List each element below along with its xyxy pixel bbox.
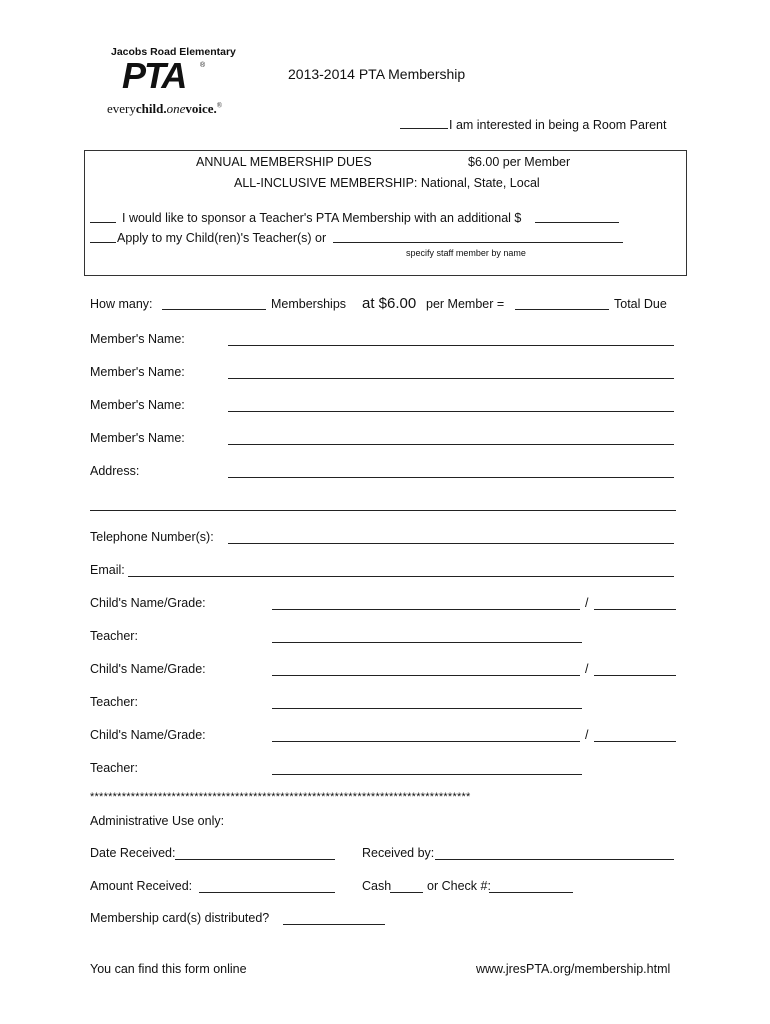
cash-field[interactable] (390, 892, 423, 893)
total-due-label: Total Due (614, 297, 667, 311)
grade-separator: / (585, 728, 589, 742)
apply-check-blank[interactable] (90, 242, 116, 243)
check-number-field[interactable] (489, 892, 573, 893)
amount-received-label: Amount Received: (90, 879, 193, 893)
child-name-grade-label: Child's Name/Grade: (90, 728, 206, 742)
teacher-label: Teacher: (90, 761, 138, 775)
total-due-blank[interactable] (515, 309, 609, 310)
pta-logo: PTA (122, 55, 186, 96)
how-many-label: How many: (90, 297, 153, 311)
received-by-field[interactable] (435, 859, 674, 860)
sponsor-check-blank[interactable] (90, 222, 116, 223)
telephone-label: Telephone Number(s): (90, 530, 214, 544)
staff-member-blank[interactable] (333, 242, 623, 243)
logo-registered-mark: ® (200, 62, 206, 69)
telephone-field[interactable] (228, 543, 674, 544)
annual-dues-label: ANNUAL MEMBERSHIP DUES (196, 155, 372, 169)
sponsor-amount-blank[interactable] (535, 222, 619, 223)
date-received-label: Date Received: (90, 846, 176, 860)
teacher-field[interactable] (272, 642, 582, 643)
page-title: 2013-2014 PTA Membership (288, 66, 466, 82)
teacher-label: Teacher: (90, 629, 138, 643)
footer-online-text: You can find this form online (90, 962, 247, 976)
child-name-field[interactable] (272, 609, 580, 610)
how-many-blank[interactable] (162, 309, 266, 310)
tagline-child: child. (135, 101, 167, 116)
cash-label: Cash (362, 879, 392, 893)
tagline-voice: voice. (185, 101, 217, 116)
school-name: Jacobs Road Elementary (111, 46, 236, 58)
received-by-label: Received by: (362, 846, 435, 860)
teacher-field[interactable] (272, 708, 582, 709)
member-name-label: Member's Name: (90, 365, 185, 379)
grade-separator: / (585, 662, 589, 676)
footer-url[interactable]: www.jresPTA.org/membership.html (476, 962, 671, 976)
price-label: at $6.00 (362, 295, 417, 312)
child-name-grade-label: Child's Name/Grade: (90, 596, 206, 610)
separator-stars: ************************************************************************************ (90, 791, 471, 803)
member-name-field[interactable] (228, 378, 674, 379)
member-name-field[interactable] (228, 345, 674, 346)
sponsor-label: I would like to sponsor a Teacher's PTA Membership with an additional $ (122, 211, 522, 225)
child-grade-field[interactable] (594, 741, 676, 742)
annual-dues-price: $6.00 per Member (468, 155, 571, 169)
member-name-label: Member's Name: (90, 332, 185, 346)
apply-label: Apply to my Child(ren)'s Teacher(s) or (117, 231, 327, 245)
email-label: Email: (90, 563, 125, 577)
child-name-field[interactable] (272, 675, 580, 676)
tagline-registered: ® (216, 101, 223, 110)
address-field-line1[interactable] (228, 477, 674, 478)
check-label: or Check #: (427, 879, 491, 893)
teacher-label: Teacher: (90, 695, 138, 709)
tagline-one: one (166, 101, 186, 116)
address-field-line2[interactable] (90, 510, 676, 511)
child-name-grade-label: Child's Name/Grade: (90, 662, 206, 676)
date-received-field[interactable] (175, 859, 335, 860)
amount-received-field[interactable] (199, 892, 335, 893)
address-label: Address: (90, 464, 140, 478)
per-member-label: per Member = (426, 297, 505, 311)
admin-title: Administrative Use only: (90, 814, 225, 828)
specify-staff-hint: specify staff member by name (406, 248, 526, 258)
member-name-field[interactable] (228, 444, 674, 445)
child-grade-field[interactable] (594, 609, 676, 610)
logo-tagline (107, 101, 222, 117)
member-name-field[interactable] (228, 411, 674, 412)
grade-separator: / (585, 596, 589, 610)
memberships-label: Memberships (271, 297, 347, 311)
email-field[interactable] (128, 576, 674, 577)
member-name-label: Member's Name: (90, 431, 185, 445)
child-name-field[interactable] (272, 741, 580, 742)
cards-distributed-label: Membership card(s) distributed? (90, 911, 270, 925)
room-parent-label: I am interested in being a Room Parent (449, 118, 667, 132)
teacher-field[interactable] (272, 774, 582, 775)
member-name-label: Member's Name: (90, 398, 185, 412)
room-parent-blank[interactable] (400, 128, 448, 129)
cards-distributed-field[interactable] (283, 924, 385, 925)
child-grade-field[interactable] (594, 675, 676, 676)
tagline-every: every (107, 101, 136, 116)
all-inclusive-label: ALL-INCLUSIVE MEMBERSHIP: National, State, Local (234, 176, 540, 190)
